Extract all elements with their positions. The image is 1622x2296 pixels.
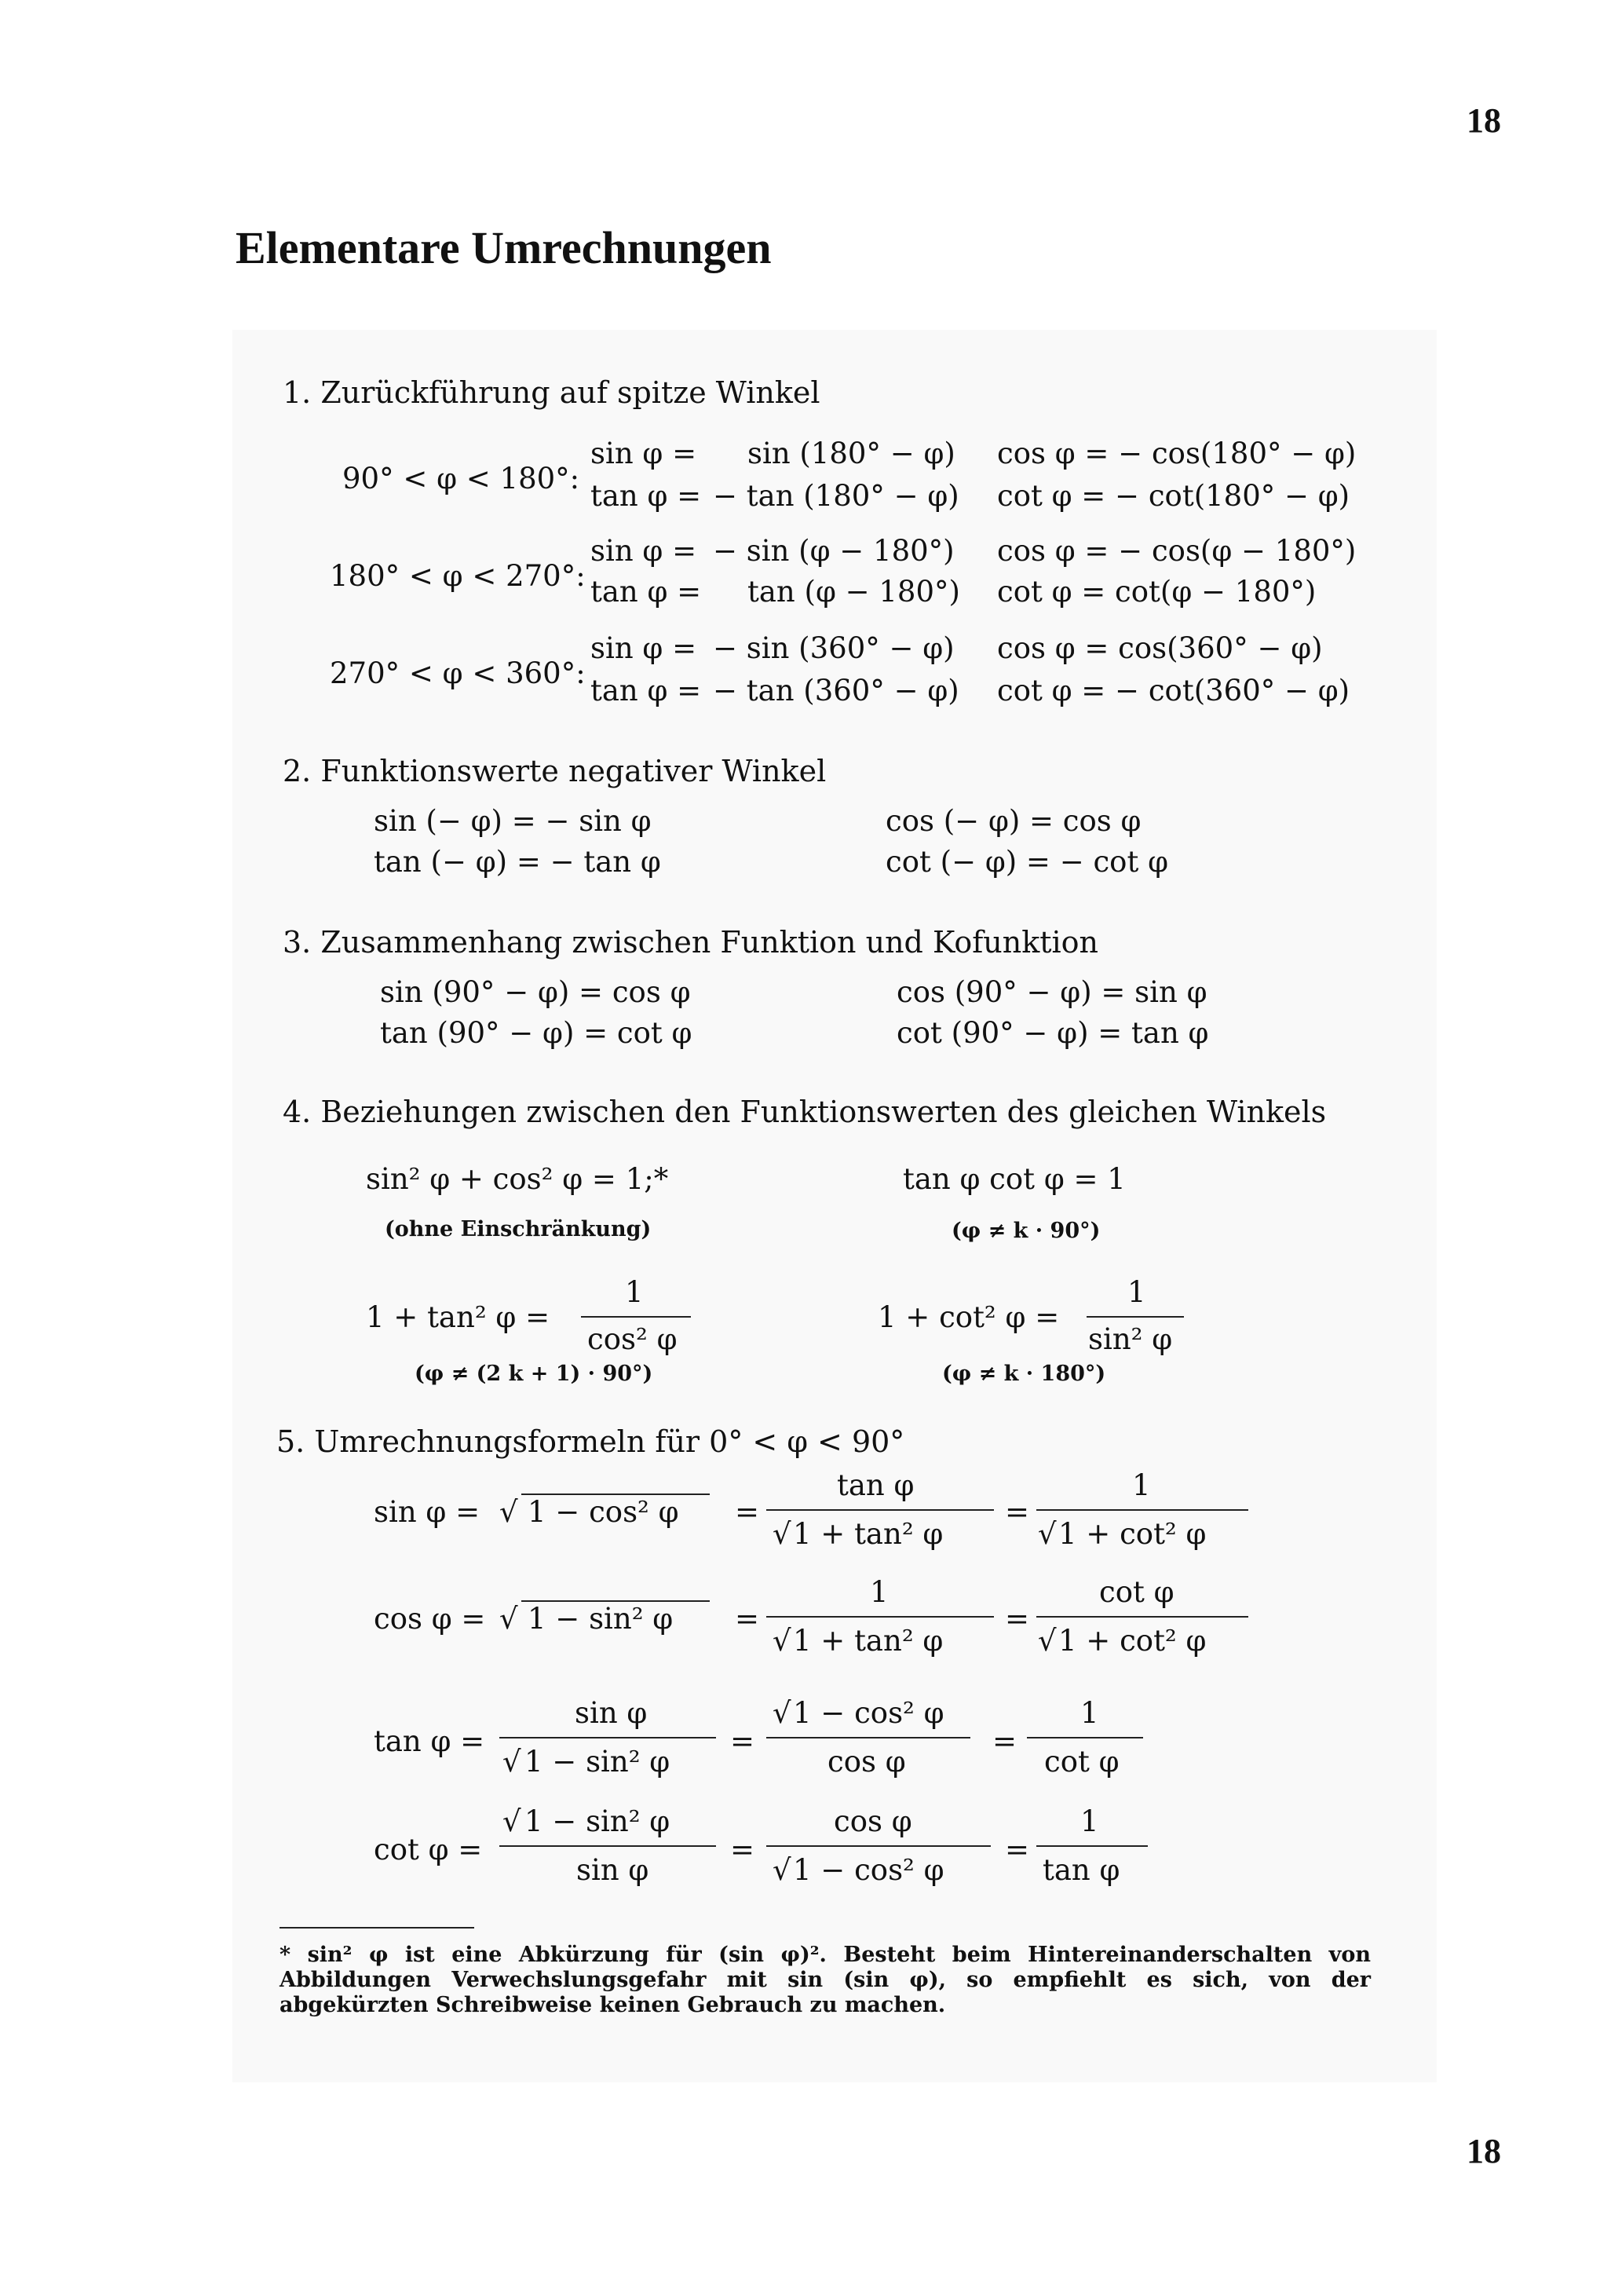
footnote-rule <box>279 1927 474 1929</box>
root-radicand: 1 − cos² φ <box>528 1495 679 1529</box>
formula-cell: cos φ = − cos(φ − 180°) <box>997 534 1357 568</box>
section-3-heading: 3. Zusammenhang zwischen Funktion und Kofunktion <box>283 925 1099 960</box>
formula-cell: cos φ = cos(360° − φ) <box>997 631 1323 665</box>
formula-lhs: cot φ = <box>374 1833 483 1866</box>
fraction-bar <box>1027 1737 1143 1738</box>
fraction-denominator: 1 + cot² φ <box>1058 1517 1207 1551</box>
equals-sign: = <box>1005 1833 1030 1866</box>
fraction-numerator: cos φ <box>834 1804 912 1838</box>
identity-pythagorean: sin² φ + cos² φ = 1;* <box>366 1162 669 1196</box>
formula-cell: sin (− φ) = − sin φ <box>374 804 652 838</box>
identity-tan-square: 1 + tan² φ = <box>366 1300 550 1334</box>
formula-lhs: tan φ = <box>374 1724 485 1758</box>
fraction-bar <box>766 1509 994 1511</box>
fraction-numerator: 1 − cos² φ <box>793 1696 944 1730</box>
formula-cell: sin φ = <box>590 437 697 470</box>
root-sign: √ <box>773 1853 791 1887</box>
range-label: 180° < φ < 270°: <box>330 559 586 593</box>
equals-sign: = <box>1005 1602 1030 1636</box>
fraction-numerator: 1 <box>625 1275 644 1309</box>
formula-cell: cot φ = − cot(360° − φ) <box>997 674 1350 707</box>
section-1-heading: 1. Zurückführung auf spitze Winkel <box>283 375 820 410</box>
formula-cell: − tan (180° − φ) <box>713 479 959 513</box>
fraction-denominator: cos φ <box>827 1745 906 1779</box>
root-sign: √ <box>502 1804 521 1838</box>
root-sign: √ <box>502 1745 521 1779</box>
formula-cell: tan φ = <box>590 575 702 609</box>
range-label: 90° < φ < 180°: <box>342 462 580 495</box>
fraction-denominator: cos² φ <box>587 1322 678 1356</box>
formula-cell: cot φ = − cot(180° − φ) <box>997 479 1350 513</box>
fraction-bar <box>766 1737 970 1738</box>
fraction-bar <box>1036 1845 1148 1847</box>
footnote: * sin² φ ist eine Abkürzung für (sin φ)². Besteht beim Hintereinanderschalten von Abbildungen Verwechslungsgefahr mit sin (sin φ), so empfiehlt es sich, von der abgekürzten Schreibweise keinen Gebrauch zu machen. <box>279 1943 1371 2017</box>
equals-sign: = <box>735 1495 760 1529</box>
fraction-numerator: 1 <box>1127 1275 1146 1309</box>
root-sign: √ <box>499 1495 518 1529</box>
section-5-heading: 5. Umrechnungsformeln für 0° < φ < 90° <box>276 1424 905 1459</box>
formula-cell: tan φ = <box>590 479 702 513</box>
formula-cell: cot φ = cot(φ − 180°) <box>997 575 1317 609</box>
fraction-numerator: sin φ <box>575 1696 648 1730</box>
fraction-bar <box>1087 1316 1184 1318</box>
root-radicand: 1 − sin² φ <box>528 1602 674 1636</box>
page-number-bottom: 18 <box>1467 2132 1501 2170</box>
formula-cell: − sin (φ − 180°) <box>713 534 955 568</box>
formula-cell: − sin (360° − φ) <box>713 631 955 665</box>
equals-sign: = <box>730 1833 755 1866</box>
section-4-heading: 4. Beziehungen zwischen den Funktionswerten des gleichen Winkels <box>283 1095 1327 1129</box>
formula-cell: cot (90° − φ) = tan φ <box>897 1016 1209 1050</box>
formula-cell: sin φ = <box>590 534 697 568</box>
formula-cell: tan φ = <box>590 674 702 707</box>
fraction-denominator: sin² φ <box>1088 1322 1173 1356</box>
fraction-denominator: cot φ <box>1044 1745 1120 1779</box>
root-sign: √ <box>773 1624 791 1658</box>
fraction-numerator: 1 <box>1132 1468 1151 1502</box>
formula-cell: sin (90° − φ) = cos φ <box>380 975 691 1009</box>
fraction-numerator: 1 <box>1080 1696 1099 1730</box>
fraction-numerator: 1 − sin² φ <box>524 1804 670 1838</box>
equals-sign: = <box>1005 1495 1030 1529</box>
root-sign: √ <box>773 1517 791 1551</box>
equals-sign: = <box>730 1724 755 1758</box>
condition-note: (φ ≠ k · 180°) <box>942 1362 1106 1386</box>
fraction-numerator: 1 <box>870 1575 889 1609</box>
fraction-denominator: sin φ <box>576 1853 649 1887</box>
root-sign: √ <box>499 1602 518 1636</box>
condition-note: (φ ≠ k · 90°) <box>952 1219 1101 1243</box>
formula-lhs: sin φ = <box>374 1495 480 1529</box>
formula-lhs: cos φ = <box>374 1602 486 1636</box>
formula-cell: cos (90° − φ) = sin φ <box>897 975 1207 1009</box>
page-title: Elementare Umrechnungen <box>236 222 772 273</box>
formula-cell: cot (− φ) = − cot φ <box>886 845 1168 879</box>
fraction-denominator: 1 + tan² φ <box>793 1624 944 1658</box>
root-sign: √ <box>1038 1517 1057 1551</box>
condition-note: (φ ≠ (2 k + 1) · 90°) <box>415 1362 653 1386</box>
fraction-bar <box>499 1845 716 1847</box>
fraction-denominator: 1 + cot² φ <box>1058 1624 1207 1658</box>
fraction-numerator: cot φ <box>1099 1575 1174 1609</box>
formula-cell: sin φ = <box>590 631 697 665</box>
identity-cot-square: 1 + cot² φ = <box>878 1300 1060 1334</box>
fraction-bar <box>1036 1616 1248 1618</box>
formula-cell: tan (φ − 180°) <box>747 575 960 609</box>
formula-cell: tan (90° − φ) = cot φ <box>380 1016 692 1050</box>
condition-note: (ohne Einschränkung) <box>385 1217 652 1241</box>
fraction-bar <box>766 1616 994 1618</box>
fraction-bar <box>499 1737 716 1738</box>
fraction-bar <box>1036 1509 1248 1511</box>
fraction-denominator: tan φ <box>1043 1853 1120 1887</box>
section-2-heading: 2. Funktionswerte negativer Winkel <box>283 754 827 788</box>
formula-cell: sin (180° − φ) <box>747 437 955 470</box>
equals-sign: = <box>992 1724 1017 1758</box>
formula-cell: cos (− φ) = cos φ <box>886 804 1142 838</box>
fraction-denominator: 1 + tan² φ <box>793 1517 944 1551</box>
range-label: 270° < φ < 360°: <box>330 656 586 690</box>
fraction-numerator: tan φ <box>837 1468 915 1502</box>
formula-cell: tan (− φ) = − tan φ <box>374 845 661 879</box>
formula-cell: cos φ = − cos(180° − φ) <box>997 437 1357 470</box>
page-number-top: 18 <box>1467 101 1501 140</box>
formula-cell: − tan (360° − φ) <box>713 674 959 707</box>
equals-sign: = <box>735 1602 760 1636</box>
fraction-denominator: 1 − sin² φ <box>524 1745 670 1779</box>
fraction-bar <box>766 1845 991 1847</box>
identity-tan-cot: tan φ cot φ = 1 <box>903 1162 1126 1196</box>
fraction-numerator: 1 <box>1080 1804 1099 1838</box>
fraction-bar <box>581 1316 691 1318</box>
root-sign: √ <box>773 1696 791 1730</box>
root-sign: √ <box>1038 1624 1057 1658</box>
fraction-denominator: 1 − cos² φ <box>793 1853 944 1887</box>
